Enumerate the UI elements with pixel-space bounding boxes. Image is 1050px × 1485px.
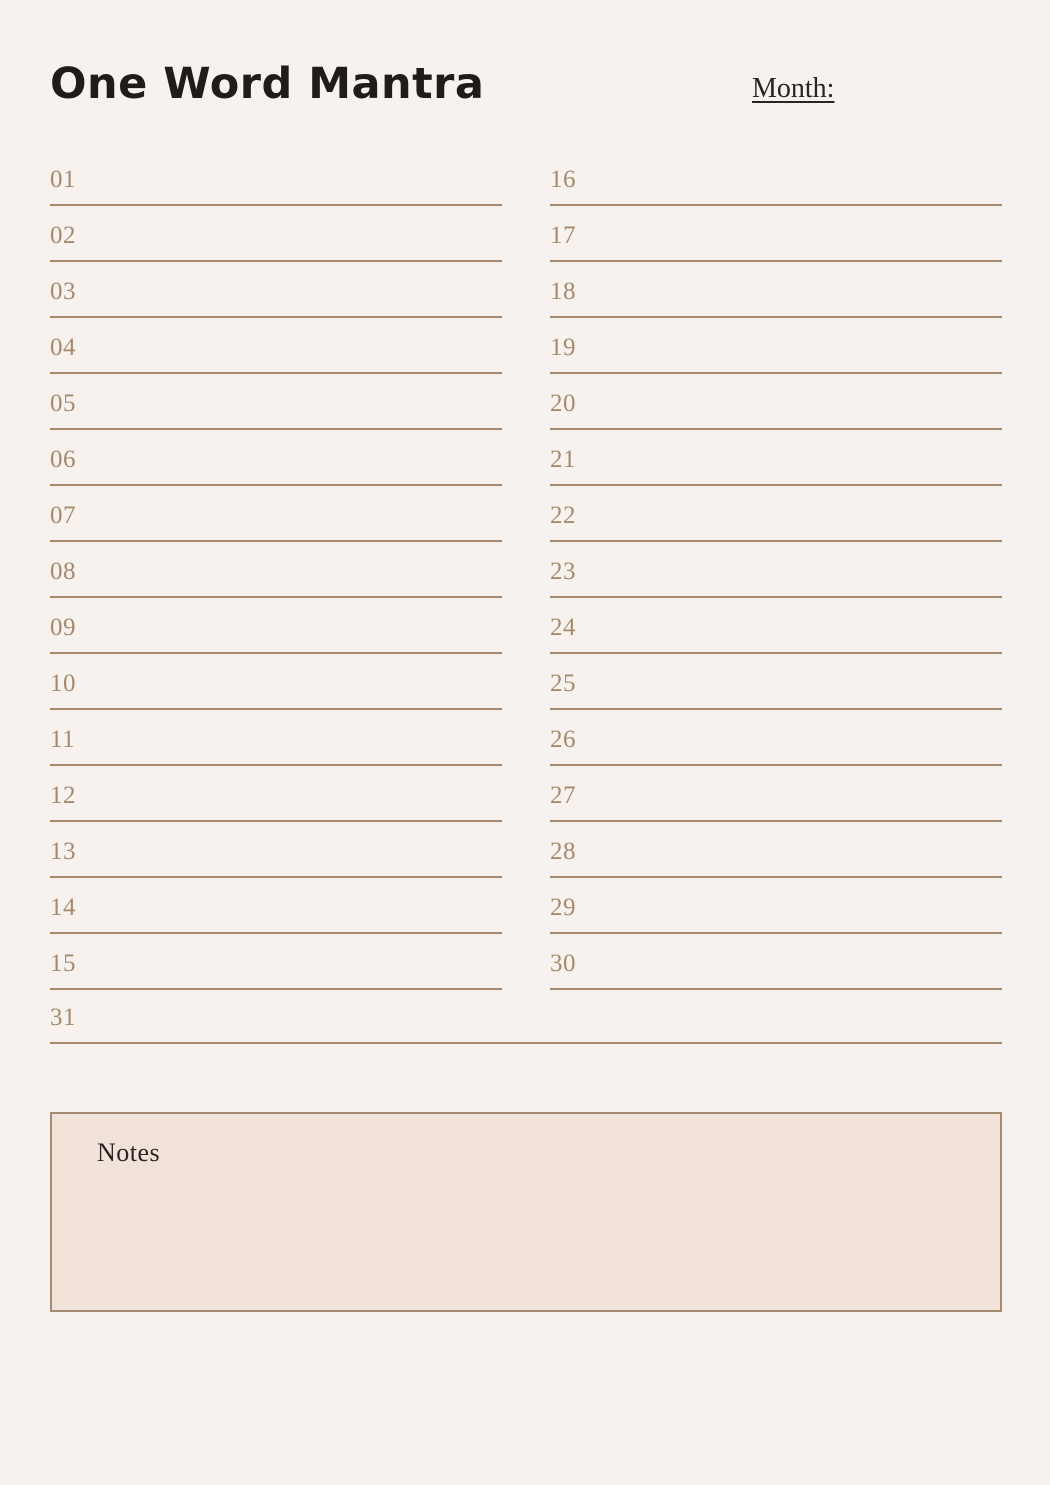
day-number: 14 <box>50 894 76 921</box>
day-row <box>550 934 1002 990</box>
notes-box <box>50 1112 1002 1312</box>
day-row <box>50 318 502 374</box>
day-number: 23 <box>550 558 576 585</box>
day-row <box>550 430 1002 486</box>
day-row <box>550 878 1002 934</box>
day-column-left <box>50 150 502 990</box>
day-row <box>550 374 1002 430</box>
day-row <box>550 598 1002 654</box>
day-row <box>550 654 1002 710</box>
day-number: 25 <box>550 670 576 697</box>
day-row <box>550 206 1002 262</box>
day-number: 31 <box>50 1004 76 1031</box>
day-number: 19 <box>550 334 576 361</box>
day-number: 09 <box>50 614 76 641</box>
month-field-label: Month: <box>752 73 835 104</box>
day-row <box>50 150 502 206</box>
day-row <box>550 766 1002 822</box>
day-row <box>50 374 502 430</box>
day-number: 22 <box>550 502 576 529</box>
day-number: 30 <box>550 950 576 977</box>
day-row <box>50 206 502 262</box>
day-row <box>550 486 1002 542</box>
day-number: 13 <box>50 838 76 865</box>
day-number: 08 <box>50 558 76 585</box>
day-number: 18 <box>550 278 576 305</box>
day-column-right <box>550 150 1002 990</box>
day-number: 17 <box>550 222 576 249</box>
day-row <box>50 766 502 822</box>
day-row-31 <box>50 988 1002 1044</box>
day-row <box>50 598 502 654</box>
day-number: 12 <box>50 782 76 809</box>
day-row <box>550 318 1002 374</box>
day-number: 06 <box>50 446 76 473</box>
day-row <box>50 654 502 710</box>
day-row <box>50 486 502 542</box>
day-row <box>550 150 1002 206</box>
day-number: 28 <box>550 838 576 865</box>
day-number: 24 <box>550 614 576 641</box>
day-number: 27 <box>550 782 576 809</box>
day-number: 20 <box>550 390 576 417</box>
day-number: 04 <box>50 334 76 361</box>
day-row <box>50 710 502 766</box>
notes-label: Notes <box>97 1138 161 1167</box>
day-number: 02 <box>50 222 76 249</box>
page-title: One Word Mantra <box>50 59 485 109</box>
day-row <box>550 262 1002 318</box>
day-row <box>50 262 502 318</box>
day-row <box>550 822 1002 878</box>
day-number: 21 <box>550 446 576 473</box>
day-row <box>50 878 502 934</box>
day-number: 16 <box>550 166 576 193</box>
day-number: 03 <box>50 278 76 305</box>
day-row <box>50 542 502 598</box>
day-number: 07 <box>50 502 76 529</box>
day-number: 05 <box>50 390 76 417</box>
day-row <box>50 430 502 486</box>
day-number: 26 <box>550 726 576 753</box>
day-number: 29 <box>550 894 576 921</box>
day-number: 11 <box>50 726 76 753</box>
day-number: 10 <box>50 670 76 697</box>
day-row <box>50 934 502 990</box>
day-number: 01 <box>50 166 76 193</box>
day-row <box>550 542 1002 598</box>
day-row <box>50 822 502 878</box>
day-row <box>550 710 1002 766</box>
day-number: 15 <box>50 950 76 977</box>
